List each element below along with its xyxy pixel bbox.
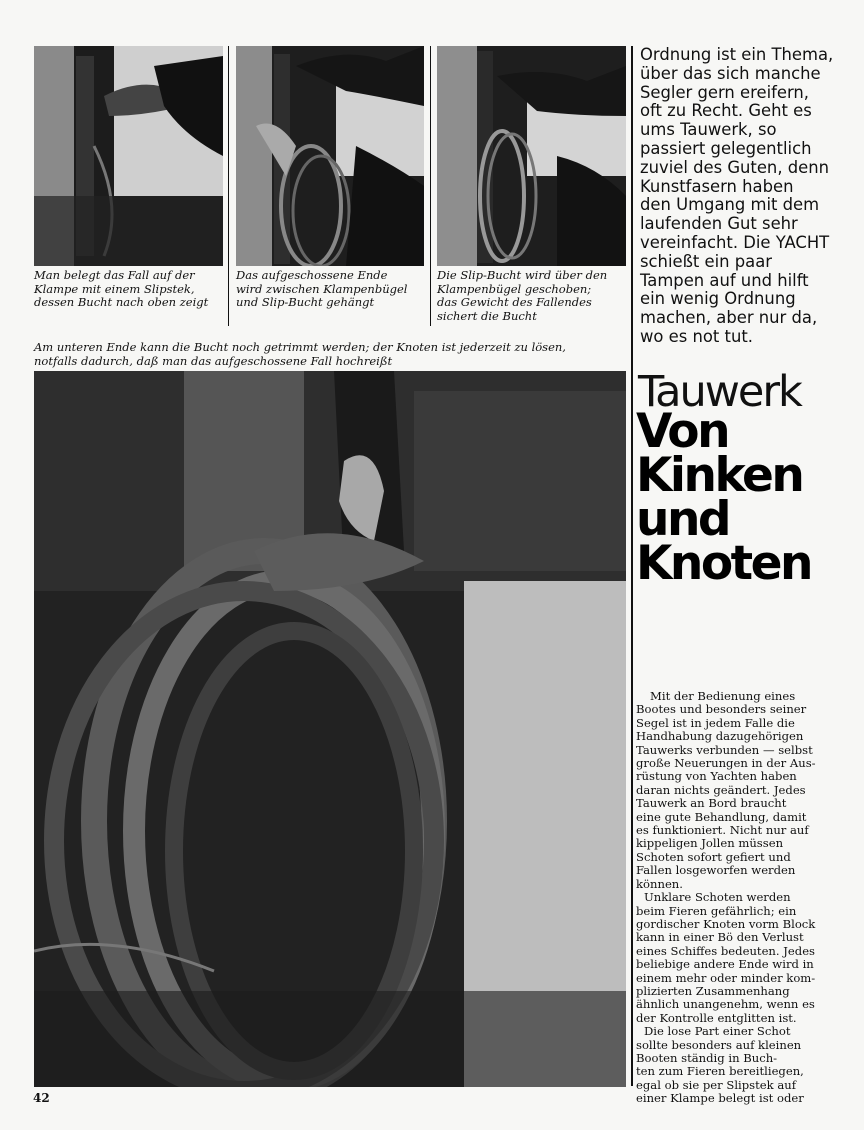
body-line: der Kontrolle entglitten ist.: [636, 1010, 797, 1025]
body-line: einer Klampe belegt ist oder: [636, 1091, 804, 1106]
headline-line: Kinken: [636, 448, 803, 503]
body-line: Segel ist in jedem Falle die: [636, 715, 795, 730]
caption-main: [34, 341, 566, 368]
intro-line: Ordnung ist ein Thema,: [640, 45, 834, 64]
photo-step-3: [437, 46, 626, 266]
caption-step-3: [437, 269, 607, 323]
body-line: Bootes und besonders seiner: [636, 702, 807, 717]
page-number: 42: [33, 1091, 50, 1105]
caption-step-1: [34, 269, 208, 310]
article-headline: [636, 404, 811, 591]
body-line: kann in einer Bö den Verlust: [636, 930, 804, 945]
body-line: beliebige andere Ende wird in: [636, 957, 814, 972]
intro-line: wo es not tut.: [640, 326, 753, 346]
body-line: daran nichts geändert. Jedes: [636, 782, 806, 797]
headline-line: Knoten: [636, 536, 811, 591]
intro-line: oft zu Recht. Geht es: [640, 101, 812, 121]
intro-line: ums Tauwerk, so: [640, 120, 777, 140]
intro-line: ein wenig Ordnung: [640, 289, 796, 309]
intro-line: über das sich manche: [640, 63, 821, 83]
body-line: plizierten Zusammenhang: [636, 983, 790, 998]
intro-line: machen, aber nur da,: [640, 308, 818, 328]
article-body: [636, 690, 828, 1106]
caption-line: und Slip-Bucht gehängt: [236, 295, 375, 309]
body-line: gordischer Knoten vorm Block: [636, 916, 816, 931]
column-rule-1: [228, 46, 229, 326]
caption-line: sichert die Bucht: [437, 308, 537, 323]
headline-line: Von: [636, 404, 729, 459]
body-line: rüstung von Yachten haben: [636, 769, 797, 784]
caption-line: Man belegt das Fall auf der: [34, 268, 195, 282]
body-line: Tauwerks verbunden — selbst: [636, 742, 813, 757]
article-kicker: Tauwerk: [638, 367, 801, 417]
body-line: können.: [636, 876, 683, 891]
headline-line: und: [636, 492, 730, 547]
body-line: große Neuerungen in der Aus-: [636, 756, 816, 771]
body-line: Unklare Schoten werden: [644, 890, 791, 905]
intro-line: laufenden Gut sehr: [640, 214, 798, 234]
body-line: sollte besonders auf kleinen: [636, 1037, 802, 1052]
body-line: Die lose Part einer Schot: [644, 1024, 791, 1039]
caption-line: Klampenbügel geschoben;: [437, 281, 592, 296]
intro-line: den Umgang mit dem: [640, 195, 820, 215]
photo-step-2: [236, 46, 424, 266]
column-rule-main: [631, 46, 633, 1086]
caption-line: das Gewicht des Fallendes: [437, 295, 592, 309]
body-line: Booten ständig in Buch-: [636, 1050, 778, 1065]
intro-line: Tampen auf und hilft: [640, 270, 809, 290]
caption-line: notfalls dadurch, daß man das aufgeschossene Fall hochreißt: [34, 353, 393, 368]
body-line: eines Schiffes bedeuten. Jedes: [636, 943, 816, 958]
intro-line: schießt ein paar: [640, 251, 773, 271]
caption-line: wird zwischen Klampenbügel: [236, 281, 408, 296]
body-line: Schoten sofort gefiert und: [636, 849, 791, 864]
caption-step-2: [236, 269, 407, 310]
body-line: Fallen losgeworfen werden: [636, 863, 796, 878]
intro-line: Segler gern ereifern,: [640, 82, 810, 102]
caption-line: Die Slip-Bucht wird über den: [437, 268, 608, 282]
intro-line: passiert gelegentlich: [640, 138, 812, 158]
body-line: egal ob sie per Slipstek auf: [636, 1077, 797, 1092]
caption-line: dessen Bucht nach oben zeigt: [34, 295, 209, 309]
caption-line: Das aufgeschossene Ende: [236, 268, 388, 282]
body-line: Handhabung dazugehörigen: [636, 729, 804, 744]
caption-line: Am unteren Ende kann die Bucht noch getrimmt werden; der Knoten ist jederzeit zu lösen,: [34, 340, 566, 354]
caption-line: Klampe mit einem Slipstek,: [34, 281, 195, 296]
intro-line: Kunstfasern haben: [640, 176, 794, 196]
body-line: beim Fieren gefährlich; ein: [636, 903, 797, 918]
body-line: Mit der Bedienung eines: [650, 689, 796, 703]
column-rule-2: [430, 46, 431, 326]
intro-text: [640, 45, 834, 347]
intro-line: vereinfacht. Die YACHT: [640, 232, 830, 252]
body-line: kippeligen Jollen müssen: [636, 836, 784, 851]
photo-step-1: [34, 46, 223, 266]
body-line: ähnlich unangenehm, wenn es: [636, 997, 815, 1012]
body-line: eine gute Behandlung, damit: [636, 809, 807, 824]
photo-main-coil: [34, 371, 626, 1087]
body-line: ten zum Fieren bereitliegen,: [636, 1064, 804, 1079]
body-line: einem mehr oder minder kom-: [636, 970, 816, 985]
intro-line: zuviel des Guten, denn: [640, 157, 830, 177]
body-line: Tauwerk an Bord braucht: [636, 796, 787, 811]
body-line: es funktioniert. Nicht nur auf: [636, 823, 809, 838]
